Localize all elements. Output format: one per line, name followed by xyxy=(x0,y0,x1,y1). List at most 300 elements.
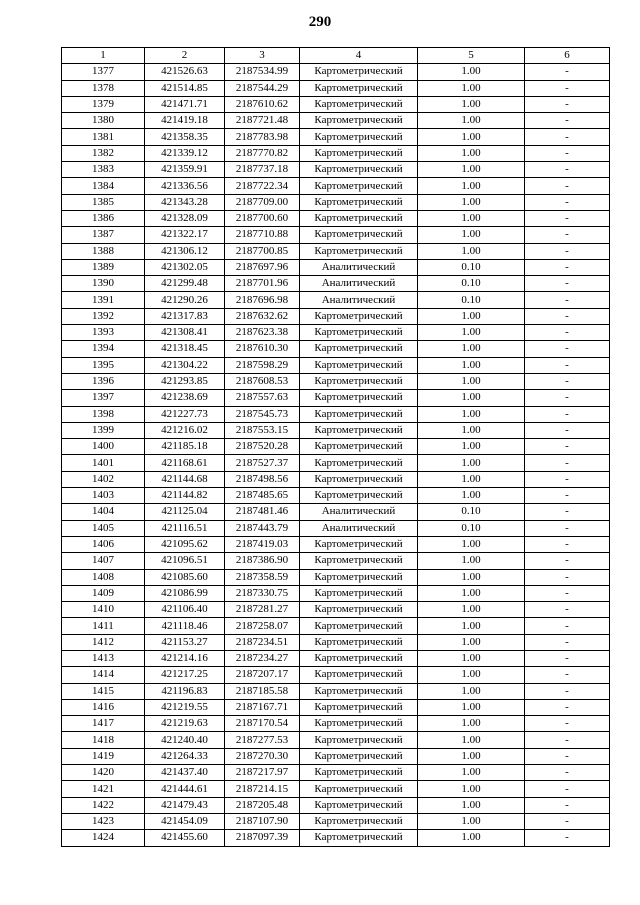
point-number-cell: 1402 xyxy=(62,471,145,487)
method-cell: Картометрический xyxy=(300,830,418,846)
note-cell: - xyxy=(525,813,610,829)
point-number-cell: 1390 xyxy=(62,276,145,292)
accuracy-cell: 1.00 xyxy=(418,227,525,243)
y-coordinate-cell: 2187623.38 xyxy=(225,325,300,341)
table-row xyxy=(62,80,610,96)
note-cell: - xyxy=(525,634,610,650)
point-number-cell: 1400 xyxy=(62,439,145,455)
x-coordinate-cell: 421290.26 xyxy=(145,292,225,308)
x-coordinate-cell: 421318.45 xyxy=(145,341,225,357)
x-coordinate-cell: 421085.60 xyxy=(145,569,225,585)
column-header-5: 5 xyxy=(418,48,525,64)
note-cell: - xyxy=(525,406,610,422)
y-coordinate-cell: 2187097.39 xyxy=(225,830,300,846)
point-number-cell: 1410 xyxy=(62,602,145,618)
accuracy-cell: 1.00 xyxy=(418,341,525,357)
y-coordinate-cell: 2187737.18 xyxy=(225,162,300,178)
table-row xyxy=(62,488,610,504)
x-coordinate-cell: 421238.69 xyxy=(145,390,225,406)
accuracy-cell: 1.00 xyxy=(418,80,525,96)
note-cell: - xyxy=(525,325,610,341)
method-cell: Картометрический xyxy=(300,716,418,732)
method-cell: Картометрический xyxy=(300,162,418,178)
point-number-cell: 1405 xyxy=(62,520,145,536)
table-row xyxy=(62,585,610,601)
table-row xyxy=(62,683,610,699)
accuracy-cell: 1.00 xyxy=(418,813,525,829)
x-coordinate-cell: 421293.85 xyxy=(145,373,225,389)
y-coordinate-cell: 2187270.30 xyxy=(225,748,300,764)
x-coordinate-cell: 421219.63 xyxy=(145,716,225,732)
accuracy-cell: 1.00 xyxy=(418,178,525,194)
accuracy-cell: 1.00 xyxy=(418,699,525,715)
method-cell: Картометрический xyxy=(300,325,418,341)
method-cell: Картометрический xyxy=(300,390,418,406)
table-row xyxy=(62,194,610,210)
point-number-cell: 1424 xyxy=(62,830,145,846)
accuracy-cell: 1.00 xyxy=(418,634,525,650)
method-cell: Картометрический xyxy=(300,96,418,112)
accuracy-cell: 0.10 xyxy=(418,276,525,292)
y-coordinate-cell: 2187710.88 xyxy=(225,227,300,243)
note-cell: - xyxy=(525,650,610,666)
table-row xyxy=(62,650,610,666)
y-coordinate-cell: 2187386.90 xyxy=(225,553,300,569)
point-number-cell: 1403 xyxy=(62,488,145,504)
table-row xyxy=(62,422,610,438)
x-coordinate-cell: 421216.02 xyxy=(145,422,225,438)
point-number-cell: 1418 xyxy=(62,732,145,748)
x-coordinate-cell: 421317.83 xyxy=(145,308,225,324)
accuracy-cell: 1.00 xyxy=(418,488,525,504)
accuracy-cell: 0.10 xyxy=(418,504,525,520)
table-row xyxy=(62,390,610,406)
accuracy-cell: 1.00 xyxy=(418,553,525,569)
accuracy-cell: 1.00 xyxy=(418,357,525,373)
table-row xyxy=(62,227,610,243)
method-cell: Картометрический xyxy=(300,781,418,797)
accuracy-cell: 1.00 xyxy=(418,145,525,161)
table-row xyxy=(62,259,610,275)
note-cell: - xyxy=(525,194,610,210)
table-row xyxy=(62,618,610,634)
x-coordinate-cell: 421437.40 xyxy=(145,765,225,781)
note-cell: - xyxy=(525,602,610,618)
table-row xyxy=(62,325,610,341)
x-coordinate-cell: 421095.62 xyxy=(145,536,225,552)
y-coordinate-cell: 2187258.07 xyxy=(225,618,300,634)
note-cell: - xyxy=(525,765,610,781)
x-coordinate-cell: 421328.09 xyxy=(145,210,225,226)
accuracy-cell: 1.00 xyxy=(418,194,525,210)
point-number-cell: 1415 xyxy=(62,683,145,699)
point-number-cell: 1384 xyxy=(62,178,145,194)
y-coordinate-cell: 2187709.00 xyxy=(225,194,300,210)
method-cell: Картометрический xyxy=(300,341,418,357)
x-coordinate-cell: 421144.68 xyxy=(145,471,225,487)
note-cell: - xyxy=(525,830,610,846)
y-coordinate-cell: 2187485.65 xyxy=(225,488,300,504)
y-coordinate-cell: 2187696.98 xyxy=(225,292,300,308)
x-coordinate-cell: 421444.61 xyxy=(145,781,225,797)
x-coordinate-cell: 421359.91 xyxy=(145,162,225,178)
point-number-cell: 1414 xyxy=(62,667,145,683)
note-cell: - xyxy=(525,64,610,80)
x-coordinate-cell: 421526.63 xyxy=(145,64,225,80)
note-cell: - xyxy=(525,259,610,275)
point-number-cell: 1393 xyxy=(62,325,145,341)
x-coordinate-cell: 421227.73 xyxy=(145,406,225,422)
method-cell: Картометрический xyxy=(300,227,418,243)
table-row xyxy=(62,699,610,715)
note-cell: - xyxy=(525,488,610,504)
note-cell: - xyxy=(525,162,610,178)
table-row xyxy=(62,292,610,308)
x-coordinate-cell: 421479.43 xyxy=(145,797,225,813)
table-row xyxy=(62,145,610,161)
method-cell: Картометрический xyxy=(300,797,418,813)
point-number-cell: 1380 xyxy=(62,113,145,129)
x-coordinate-cell: 421339.12 xyxy=(145,145,225,161)
point-number-cell: 1417 xyxy=(62,716,145,732)
note-cell: - xyxy=(525,145,610,161)
accuracy-cell: 1.00 xyxy=(418,585,525,601)
method-cell: Картометрический xyxy=(300,748,418,764)
y-coordinate-cell: 2187520.28 xyxy=(225,439,300,455)
method-cell: Картометрический xyxy=(300,406,418,422)
y-coordinate-cell: 2187170.54 xyxy=(225,716,300,732)
point-number-cell: 1408 xyxy=(62,569,145,585)
y-coordinate-cell: 2187330.75 xyxy=(225,585,300,601)
method-cell: Картометрический xyxy=(300,602,418,618)
y-coordinate-cell: 2187721.48 xyxy=(225,113,300,129)
accuracy-cell: 1.00 xyxy=(418,471,525,487)
note-cell: - xyxy=(525,276,610,292)
point-number-cell: 1421 xyxy=(62,781,145,797)
y-coordinate-cell: 2187700.60 xyxy=(225,210,300,226)
table-row xyxy=(62,520,610,536)
accuracy-cell: 1.00 xyxy=(418,422,525,438)
method-cell: Аналитический xyxy=(300,276,418,292)
table-row xyxy=(62,455,610,471)
accuracy-cell: 1.00 xyxy=(418,765,525,781)
accuracy-cell: 1.00 xyxy=(418,683,525,699)
note-cell: - xyxy=(525,308,610,324)
method-cell: Картометрический xyxy=(300,471,418,487)
y-coordinate-cell: 2187217.97 xyxy=(225,765,300,781)
table-row xyxy=(62,569,610,585)
method-cell: Картометрический xyxy=(300,129,418,145)
method-cell: Аналитический xyxy=(300,259,418,275)
point-number-cell: 1423 xyxy=(62,813,145,829)
note-cell: - xyxy=(525,390,610,406)
y-coordinate-cell: 2187498.56 xyxy=(225,471,300,487)
x-coordinate-cell: 421185.18 xyxy=(145,439,225,455)
point-number-cell: 1395 xyxy=(62,357,145,373)
x-coordinate-cell: 421106.40 xyxy=(145,602,225,618)
table-row xyxy=(62,64,610,80)
table-row xyxy=(62,716,610,732)
note-cell: - xyxy=(525,292,610,308)
y-coordinate-cell: 2187701.96 xyxy=(225,276,300,292)
accuracy-cell: 0.10 xyxy=(418,520,525,536)
note-cell: - xyxy=(525,129,610,145)
x-coordinate-cell: 421125.04 xyxy=(145,504,225,520)
note-cell: - xyxy=(525,113,610,129)
note-cell: - xyxy=(525,569,610,585)
x-coordinate-cell: 421302.05 xyxy=(145,259,225,275)
x-coordinate-cell: 421454.09 xyxy=(145,813,225,829)
note-cell: - xyxy=(525,699,610,715)
y-coordinate-cell: 2187545.73 xyxy=(225,406,300,422)
table-row xyxy=(62,748,610,764)
accuracy-cell: 1.00 xyxy=(418,308,525,324)
y-coordinate-cell: 2187107.90 xyxy=(225,813,300,829)
point-number-cell: 1382 xyxy=(62,145,145,161)
accuracy-cell: 1.00 xyxy=(418,618,525,634)
note-cell: - xyxy=(525,80,610,96)
note-cell: - xyxy=(525,96,610,112)
accuracy-cell: 1.00 xyxy=(418,210,525,226)
y-coordinate-cell: 2187358.59 xyxy=(225,569,300,585)
table-row xyxy=(62,602,610,618)
method-cell: Картометрический xyxy=(300,585,418,601)
x-coordinate-cell: 421358.35 xyxy=(145,129,225,145)
accuracy-cell: 1.00 xyxy=(418,129,525,145)
method-cell: Картометрический xyxy=(300,765,418,781)
point-number-cell: 1385 xyxy=(62,194,145,210)
accuracy-cell: 1.00 xyxy=(418,650,525,666)
note-cell: - xyxy=(525,553,610,569)
y-coordinate-cell: 2187544.29 xyxy=(225,80,300,96)
accuracy-cell: 1.00 xyxy=(418,455,525,471)
note-cell: - xyxy=(525,667,610,683)
method-cell: Картометрический xyxy=(300,422,418,438)
method-cell: Картометрический xyxy=(300,243,418,259)
accuracy-cell: 1.00 xyxy=(418,113,525,129)
table-row xyxy=(62,634,610,650)
method-cell: Картометрический xyxy=(300,194,418,210)
column-header-3: 3 xyxy=(225,48,300,64)
note-cell: - xyxy=(525,781,610,797)
y-coordinate-cell: 2187234.51 xyxy=(225,634,300,650)
method-cell: Картометрический xyxy=(300,553,418,569)
method-cell: Картометрический xyxy=(300,373,418,389)
note-cell: - xyxy=(525,373,610,389)
accuracy-cell: 1.00 xyxy=(418,439,525,455)
note-cell: - xyxy=(525,357,610,373)
method-cell: Картометрический xyxy=(300,210,418,226)
page-number: 290 xyxy=(308,14,332,30)
method-cell: Аналитический xyxy=(300,504,418,520)
accuracy-cell: 1.00 xyxy=(418,797,525,813)
table-row xyxy=(62,797,610,813)
table-row xyxy=(62,341,610,357)
table-row xyxy=(62,178,610,194)
column-header-1: 1 xyxy=(62,48,145,64)
point-number-cell: 1401 xyxy=(62,455,145,471)
x-coordinate-cell: 421214.16 xyxy=(145,650,225,666)
method-cell: Картометрический xyxy=(300,634,418,650)
point-number-cell: 1388 xyxy=(62,243,145,259)
table-row xyxy=(62,667,610,683)
method-cell: Картометрический xyxy=(300,732,418,748)
y-coordinate-cell: 2187527.37 xyxy=(225,455,300,471)
note-cell: - xyxy=(525,341,610,357)
x-coordinate-cell: 421217.25 xyxy=(145,667,225,683)
column-header-4: 4 xyxy=(300,48,418,64)
accuracy-cell: 1.00 xyxy=(418,390,525,406)
x-coordinate-cell: 421306.12 xyxy=(145,243,225,259)
accuracy-cell: 0.10 xyxy=(418,259,525,275)
point-number-cell: 1412 xyxy=(62,634,145,650)
x-coordinate-cell: 421343.28 xyxy=(145,194,225,210)
point-number-cell: 1413 xyxy=(62,650,145,666)
point-number-cell: 1411 xyxy=(62,618,145,634)
x-coordinate-cell: 421304.22 xyxy=(145,357,225,373)
accuracy-cell: 1.00 xyxy=(418,781,525,797)
point-number-cell: 1386 xyxy=(62,210,145,226)
accuracy-cell: 1.00 xyxy=(418,732,525,748)
note-cell: - xyxy=(525,178,610,194)
y-coordinate-cell: 2187534.99 xyxy=(225,64,300,80)
accuracy-cell: 1.00 xyxy=(418,716,525,732)
table-row xyxy=(62,504,610,520)
note-cell: - xyxy=(525,536,610,552)
note-cell: - xyxy=(525,683,610,699)
table-header-row xyxy=(62,48,610,64)
accuracy-cell: 1.00 xyxy=(418,536,525,552)
note-cell: - xyxy=(525,797,610,813)
accuracy-cell: 1.00 xyxy=(418,96,525,112)
table-row xyxy=(62,813,610,829)
note-cell: - xyxy=(525,243,610,259)
method-cell: Картометрический xyxy=(300,488,418,504)
x-coordinate-cell: 421471.71 xyxy=(145,96,225,112)
accuracy-cell: 1.00 xyxy=(418,373,525,389)
table-row xyxy=(62,471,610,487)
y-coordinate-cell: 2187608.53 xyxy=(225,373,300,389)
y-coordinate-cell: 2187214.15 xyxy=(225,781,300,797)
table-body xyxy=(62,64,610,846)
y-coordinate-cell: 2187205.48 xyxy=(225,797,300,813)
x-coordinate-cell: 421168.61 xyxy=(145,455,225,471)
method-cell: Картометрический xyxy=(300,618,418,634)
note-cell: - xyxy=(525,471,610,487)
y-coordinate-cell: 2187598.29 xyxy=(225,357,300,373)
y-coordinate-cell: 2187281.27 xyxy=(225,602,300,618)
x-coordinate-cell: 421322.17 xyxy=(145,227,225,243)
x-coordinate-cell: 421118.46 xyxy=(145,618,225,634)
method-cell: Картометрический xyxy=(300,536,418,552)
method-cell: Картометрический xyxy=(300,699,418,715)
note-cell: - xyxy=(525,227,610,243)
x-coordinate-cell: 421153.27 xyxy=(145,634,225,650)
point-number-cell: 1391 xyxy=(62,292,145,308)
y-coordinate-cell: 2187557.63 xyxy=(225,390,300,406)
y-coordinate-cell: 2187697.96 xyxy=(225,259,300,275)
point-number-cell: 1398 xyxy=(62,406,145,422)
column-header-6: 6 xyxy=(525,48,610,64)
note-cell: - xyxy=(525,439,610,455)
table-row xyxy=(62,439,610,455)
x-coordinate-cell: 421196.83 xyxy=(145,683,225,699)
table-row xyxy=(62,243,610,259)
accuracy-cell: 1.00 xyxy=(418,406,525,422)
table-row xyxy=(62,830,610,846)
method-cell: Картометрический xyxy=(300,357,418,373)
y-coordinate-cell: 2187419.03 xyxy=(225,536,300,552)
table-row xyxy=(62,276,610,292)
point-number-cell: 1399 xyxy=(62,422,145,438)
table-row xyxy=(62,553,610,569)
note-cell: - xyxy=(525,732,610,748)
y-coordinate-cell: 2187632.62 xyxy=(225,308,300,324)
x-coordinate-cell: 421116.51 xyxy=(145,520,225,536)
y-coordinate-cell: 2187277.53 xyxy=(225,732,300,748)
note-cell: - xyxy=(525,520,610,536)
method-cell: Аналитический xyxy=(300,520,418,536)
x-coordinate-cell: 421240.40 xyxy=(145,732,225,748)
table-row xyxy=(62,129,610,145)
note-cell: - xyxy=(525,748,610,764)
x-coordinate-cell: 421455.60 xyxy=(145,830,225,846)
table-row xyxy=(62,781,610,797)
point-number-cell: 1394 xyxy=(62,341,145,357)
accuracy-cell: 0.10 xyxy=(418,292,525,308)
y-coordinate-cell: 2187770.82 xyxy=(225,145,300,161)
x-coordinate-cell: 421264.33 xyxy=(145,748,225,764)
point-number-cell: 1378 xyxy=(62,80,145,96)
point-number-cell: 1407 xyxy=(62,553,145,569)
note-cell: - xyxy=(525,422,610,438)
y-coordinate-cell: 2187443.79 xyxy=(225,520,300,536)
y-coordinate-cell: 2187610.62 xyxy=(225,96,300,112)
table-row xyxy=(62,536,610,552)
table-row xyxy=(62,210,610,226)
point-number-cell: 1383 xyxy=(62,162,145,178)
method-cell: Картометрический xyxy=(300,683,418,699)
point-number-cell: 1416 xyxy=(62,699,145,715)
method-cell: Картометрический xyxy=(300,455,418,471)
y-coordinate-cell: 2187185.58 xyxy=(225,683,300,699)
point-number-cell: 1419 xyxy=(62,748,145,764)
x-coordinate-cell: 421514.85 xyxy=(145,80,225,96)
y-coordinate-cell: 2187481.46 xyxy=(225,504,300,520)
method-cell: Картометрический xyxy=(300,667,418,683)
x-coordinate-cell: 421299.48 xyxy=(145,276,225,292)
note-cell: - xyxy=(525,455,610,471)
method-cell: Аналитический xyxy=(300,292,418,308)
y-coordinate-cell: 2187207.17 xyxy=(225,667,300,683)
accuracy-cell: 1.00 xyxy=(418,162,525,178)
note-cell: - xyxy=(525,504,610,520)
table-row xyxy=(62,308,610,324)
method-cell: Картометрический xyxy=(300,145,418,161)
column-header-2: 2 xyxy=(145,48,225,64)
point-number-cell: 1409 xyxy=(62,585,145,601)
method-cell: Картометрический xyxy=(300,80,418,96)
table-row xyxy=(62,406,610,422)
accuracy-cell: 1.00 xyxy=(418,667,525,683)
coordinates-table xyxy=(61,47,610,847)
point-number-cell: 1404 xyxy=(62,504,145,520)
y-coordinate-cell: 2187553.15 xyxy=(225,422,300,438)
point-number-cell: 1397 xyxy=(62,390,145,406)
point-number-cell: 1387 xyxy=(62,227,145,243)
method-cell: Картометрический xyxy=(300,113,418,129)
method-cell: Картометрический xyxy=(300,308,418,324)
